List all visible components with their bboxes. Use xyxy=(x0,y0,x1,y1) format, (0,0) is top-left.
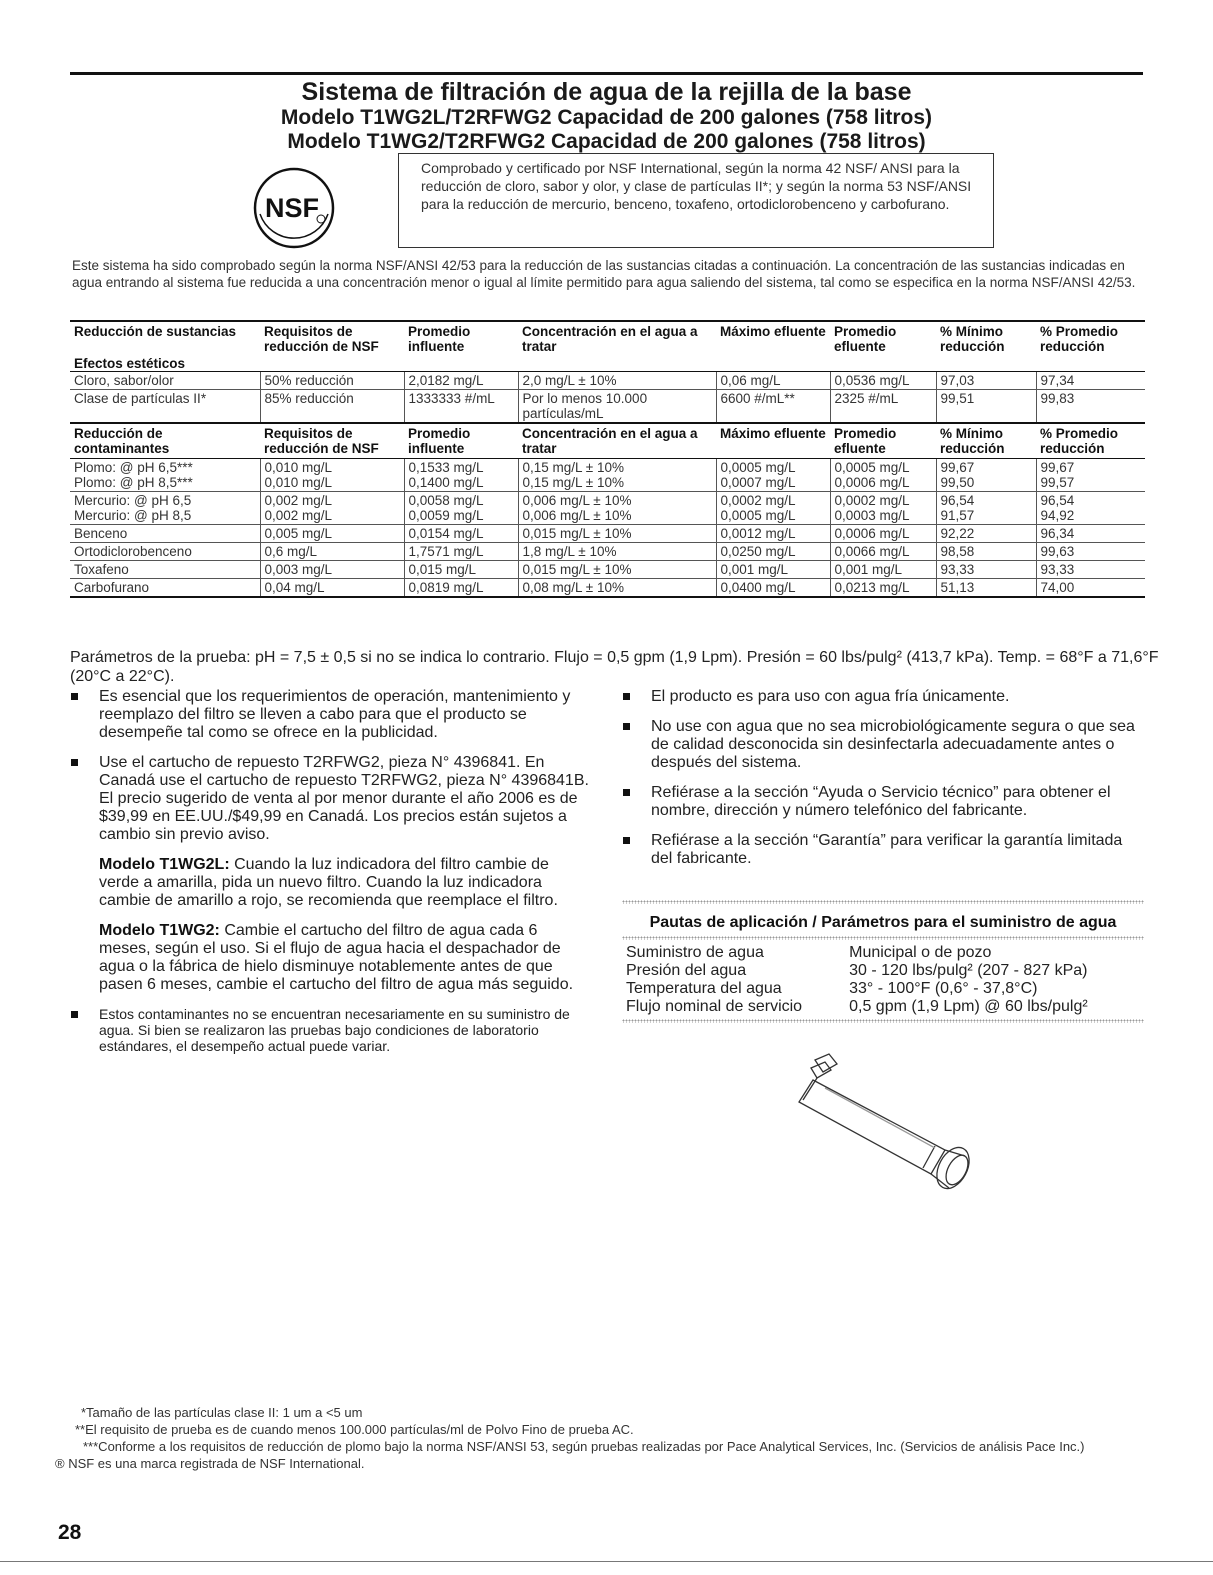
table-cell: 97,34 xyxy=(1036,372,1145,390)
table-header-cell: % Promedio reducción xyxy=(1036,321,1145,356)
left-column xyxy=(70,688,590,1066)
table-cell: 99,67 99,50 xyxy=(936,459,1036,492)
guidelines-row xyxy=(622,998,1144,1016)
table-header-row xyxy=(70,321,1145,356)
table-header-cell: Reducción de sustancias xyxy=(70,321,260,356)
table-cell: 0,003 mg/L xyxy=(260,561,404,579)
table-cell: 0,015 mg/L ± 10% xyxy=(518,561,716,579)
test-parameters: Parámetros de la prueba: pH = 7,5 ± 0,5 si no se indica lo contrario. Flujo = 0,5 gpm (1,9 Lpm). Presión = 60 lbs/pulg² (413,7 kPa). Temp. = 68°F a 71,6°F (20°C a 22°C). xyxy=(70,649,1159,685)
nsf-logo-icon xyxy=(252,166,336,250)
table-cell: 2,0182 mg/L xyxy=(404,372,518,390)
table-header-cell: Requisitos de reducción de NSF xyxy=(260,423,404,459)
guidelines-title: Pautas de aplicación / Parámetros para el suministro de agua xyxy=(649,914,1117,931)
table-cell: Ortodiclorobenceno xyxy=(70,543,260,561)
bullet-square-icon xyxy=(623,693,630,700)
bullet-text: No use con agua que no sea microbiológicamente segura o que sea de calidad desconocida sin desinfectarla adecuadamente antes o después del sistema. xyxy=(651,718,1135,771)
guideline-label: Presión del agua xyxy=(626,962,747,979)
table-cell: 98,58 xyxy=(936,543,1036,561)
table-cell: Por lo menos 10.000 partículas/mL xyxy=(518,390,716,424)
table-cell: Plomo: @ pH 6,5*** Plomo: @ pH 8,5*** xyxy=(70,459,260,492)
table-row xyxy=(70,525,1145,543)
page-title: Sistema de filtración de agua de la rejilla de la base xyxy=(301,78,912,106)
model-label: Modelo T1WG2L: xyxy=(99,856,230,873)
table-row xyxy=(70,579,1145,598)
table-subheader-cell: Efectos estéticos xyxy=(70,356,1145,372)
table-cell: 99,51 xyxy=(936,390,1036,424)
table-cell: 96,54 91,57 xyxy=(936,492,1036,525)
bullet-item xyxy=(622,718,1142,772)
table-row xyxy=(70,543,1145,561)
bullet-text: Refiérase a la sección “Garantía” para verificar la garantía limitada del fabricante. xyxy=(651,832,1123,867)
table-header-cell: Concentración en el agua a tratar xyxy=(518,321,716,356)
footnotes xyxy=(55,1404,1155,1472)
table-cell: 96,34 xyxy=(1036,525,1145,543)
bullet-item xyxy=(622,832,1142,868)
table-cell: 0,0213 mg/L xyxy=(830,579,936,598)
table-cell: 99,83 xyxy=(1036,390,1145,424)
performance-data-table xyxy=(70,320,1145,598)
bullet-item xyxy=(70,1006,590,1054)
application-guidelines xyxy=(622,900,1144,1023)
table-cell: 97,03 xyxy=(936,372,1036,390)
table-cell: 50% reducción xyxy=(260,372,404,390)
bullet-item xyxy=(70,688,590,742)
top-rule xyxy=(70,72,1143,75)
guidelines-row xyxy=(622,980,1144,998)
guideline-value: 0,5 gpm (1,9 Lpm) @ 60 lbs/pulg² xyxy=(849,998,1088,1015)
dotted-rule xyxy=(622,936,1144,940)
table-header-cell: % Promedio reducción xyxy=(1036,423,1145,459)
footnote: *Tamaño de las partículas clase II: 1 um a <5 um xyxy=(81,1405,363,1420)
bullet-square-icon xyxy=(623,789,630,796)
bullet-text: Use el cartucho de repuesto T2RFWG2, pieza N° 4396841. En Canadá use el cartucho de repuesto T2RFWG2, pieza N° 4396841B. El precio sugerido de venta al por menor durante el año 2006 es de $39,99 en EE.UU./$49,99 en Canadá. Los precios están sujetos a cambio sin previo aviso. xyxy=(99,754,589,843)
table-cell: 93,33 xyxy=(1036,561,1145,579)
table-cell: 0,0012 mg/L xyxy=(716,525,830,543)
table-cell: 1,7571 mg/L xyxy=(404,543,518,561)
model-note-t1wg2l xyxy=(99,856,590,910)
table-cell: 0,6 mg/L xyxy=(260,543,404,561)
table-cell: 0,0536 mg/L xyxy=(830,372,936,390)
table-cell: Mercurio: @ pH 6,5 Mercurio: @ pH 8,5 xyxy=(70,492,260,525)
table-cell: 0,010 mg/L 0,010 mg/L xyxy=(260,459,404,492)
nsf-logo-text: NSF xyxy=(265,193,319,223)
table-cell: 0,015 mg/L ± 10% xyxy=(518,525,716,543)
bullet-item xyxy=(622,784,1142,820)
model-note-text: Cuando la luz indicadora del filtro cambie de verde a amarilla, pida un nuevo filtro. Cuando la luz indicadora cambie de amarillo a rojo, se recomienda que reemplace el filtro. xyxy=(99,856,558,909)
bullet-text: Es esencial que los requerimientos de operación, mantenimiento y reemplazo del filtro se lleven a cabo para que el producto se desempeñe tal como se ofrece en la publicidad. xyxy=(99,688,571,741)
bullet-square-icon xyxy=(71,693,78,700)
table-header-cell: Máximo efluente xyxy=(716,423,830,459)
footnote: ® NSF es una marca registrada de NSF International. xyxy=(55,1456,365,1471)
table-cell: Cloro, sabor/olor xyxy=(70,372,260,390)
model-label: Modelo T1WG2: xyxy=(99,922,220,939)
page-number: 28 xyxy=(58,1521,82,1544)
table-cell: 0,0819 mg/L xyxy=(404,579,518,598)
table-row xyxy=(70,372,1145,390)
intro-paragraph: Este sistema ha sido comprobado según la norma NSF/ANSI 42/53 para la reducción de las sustancias citadas a continuación. La concentración de las sustancias indicadas en agua entrando al sistema fue reducida a una concentración menor o igual al límite permitido para agua saliendo del sistema, tal como se especifica en la norma NSF/ANSI 42/53. xyxy=(72,258,1136,290)
table-cell: 0,08 mg/L ± 10% xyxy=(518,579,716,598)
table-header-cell: % Mínimo reducción xyxy=(936,423,1036,459)
bullet-text: Estos contaminantes no se encuentran necesariamente en su suministro de agua. Si bien se realizaron las pruebas bajo condiciones de laboratorio estándares, el desempeño actual puede variar. xyxy=(99,1006,570,1054)
guideline-label: Flujo nominal de servicio xyxy=(626,998,803,1015)
bullet-item xyxy=(622,688,1142,706)
guidelines-row xyxy=(622,962,1144,980)
model-note-t1wg2 xyxy=(99,922,590,994)
table-row xyxy=(70,459,1145,492)
table-cell: 0,0058 mg/L 0,0059 mg/L xyxy=(404,492,518,525)
dotted-rule xyxy=(622,1019,1144,1023)
bullet-square-icon xyxy=(623,837,630,844)
table-cell: 99,67 99,57 xyxy=(1036,459,1145,492)
table-cell: 92,22 xyxy=(936,525,1036,543)
table-cell: 0,0006 mg/L xyxy=(830,525,936,543)
table-cell: 0,0005 mg/L 0,0007 mg/L xyxy=(716,459,830,492)
table-cell: 85% reducción xyxy=(260,390,404,424)
table-header-cell: Reducción de contaminantes xyxy=(70,423,260,459)
table-header-cell: Promedio efluente xyxy=(830,321,936,356)
table-cell: 1,8 mg/L ± 10% xyxy=(518,543,716,561)
bullet-square-icon xyxy=(71,759,78,766)
table-cell: 74,00 xyxy=(1036,579,1145,598)
table-cell: Carbofurano xyxy=(70,579,260,598)
table-cell: 2325 #/mL xyxy=(830,390,936,424)
table-cell: 0,006 mg/L ± 10% 0,006 mg/L ± 10% xyxy=(518,492,716,525)
model-line-2: Modelo T1WG2/T2RFWG2 Capacidad de 200 galones (758 litros) xyxy=(287,130,926,153)
page-header xyxy=(0,78,1213,154)
table-header-cell: Concentración en el agua a tratar xyxy=(518,423,716,459)
table-cell: 2,0 mg/L ± 10% xyxy=(518,372,716,390)
table-cell: 0,06 mg/L xyxy=(716,372,830,390)
footnote: **El requisito de prueba es de cuando menos 100.000 partículas/ml de Polvo Fino de prueba AC. xyxy=(75,1422,634,1437)
table-cell: 0,15 mg/L ± 10% 0,15 mg/L ± 10% xyxy=(518,459,716,492)
table-header-cell: Promedio efluente xyxy=(830,423,936,459)
bottom-rule xyxy=(0,1561,1213,1562)
bullet-square-icon xyxy=(71,1011,78,1018)
table-cell: 0,0250 mg/L xyxy=(716,543,830,561)
bullet-square-icon xyxy=(623,723,630,730)
table-subheader-row xyxy=(70,356,1145,372)
table-header-cell: Promedio influente xyxy=(404,321,518,356)
guideline-label: Suministro de agua xyxy=(626,944,764,961)
water-filter-cartridge-icon xyxy=(785,1050,985,1195)
table-cell: 6600 #/mL** xyxy=(716,390,830,424)
bullet-item xyxy=(70,754,590,994)
table-cell: Clase de partículas II* xyxy=(70,390,260,424)
table-header-row xyxy=(70,423,1145,459)
footnote: ***Conforme a los requisitos de reducción de plomo bajo la norma NSF/ANSI 53, según pruebas realizadas por Pace Analytical Services, Inc. (Servicios de análisis Pace Inc.) xyxy=(83,1439,1085,1454)
table-cell: 0,0066 mg/L xyxy=(830,543,936,561)
guidelines-table xyxy=(622,944,1144,1016)
guideline-value: 33° - 100°F (0,6° - 37,8°C) xyxy=(849,980,1038,997)
guideline-label: Temperatura del agua xyxy=(626,980,782,997)
model-line-1: Modelo T1WG2L/T2RFWG2 Capacidad de 200 galones (758 litros) xyxy=(280,106,933,129)
table-cell: 0,0002 mg/L 0,0005 mg/L xyxy=(716,492,830,525)
table-cell: 0,04 mg/L xyxy=(260,579,404,598)
table-cell: 0,001 mg/L xyxy=(830,561,936,579)
guidelines-row xyxy=(622,944,1144,962)
table-cell: 0,0005 mg/L 0,0006 mg/L xyxy=(830,459,936,492)
table-row xyxy=(70,561,1145,579)
certification-box: Comprobado y certificado por NSF International, según la norma 42 NSF/ ANSI para la reducción de cloro, sabor y olor, y clase de partículas II*; y según la norma 53 NSF/ANSI para la reducción de mercurio, benceno, toxafeno, ortodiclorobenceno y carbofurano. xyxy=(398,153,994,248)
table-cell: 0,1533 mg/L 0,1400 mg/L xyxy=(404,459,518,492)
right-column xyxy=(622,688,1142,880)
table-cell: 0,001 mg/L xyxy=(716,561,830,579)
table-cell: 99,63 xyxy=(1036,543,1145,561)
table-cell: 93,33 xyxy=(936,561,1036,579)
table-cell: Toxafeno xyxy=(70,561,260,579)
table-cell: 0,002 mg/L 0,002 mg/L xyxy=(260,492,404,525)
table-header-cell: Promedio influente xyxy=(404,423,518,459)
table-cell: 0,0154 mg/L xyxy=(404,525,518,543)
table-row xyxy=(70,390,1145,424)
bullet-text: El producto es para uso con agua fría únicamente. xyxy=(651,688,1010,705)
table-cell: 1333333 #/mL xyxy=(404,390,518,424)
table-cell: 0,005 mg/L xyxy=(260,525,404,543)
table-header-cell: Máximo efluente xyxy=(716,321,830,356)
table-cell: 96,54 94,92 xyxy=(1036,492,1145,525)
table-row xyxy=(70,492,1145,525)
guideline-value: Municipal o de pozo xyxy=(849,944,992,961)
table-header-cell: % Mínimo reducción xyxy=(936,321,1036,356)
model-note-text: Cambie el cartucho del filtro de agua cada 6 meses, según el uso. Si el flujo de agua hacia el despachador de agua o la fábrica de hielo disminuye notablemente antes de que pasen 6 meses, cambie el cartucho del filtro de agua más seguido. xyxy=(99,922,574,993)
table-cell: 51,13 xyxy=(936,579,1036,598)
guideline-value: 30 - 120 lbs/pulg² (207 - 827 kPa) xyxy=(849,962,1088,979)
table-cell: 0,015 mg/L xyxy=(404,561,518,579)
bullet-text: Refiérase a la sección “Ayuda o Servicio técnico” para obtener el nombre, dirección y número telefónico del fabricante. xyxy=(651,784,1111,819)
table-cell: 0,0400 mg/L xyxy=(716,579,830,598)
table-cell: 0,0002 mg/L 0,0003 mg/L xyxy=(830,492,936,525)
table-cell: Benceno xyxy=(70,525,260,543)
table-header-cell: Requisitos de reducción de NSF xyxy=(260,321,404,356)
